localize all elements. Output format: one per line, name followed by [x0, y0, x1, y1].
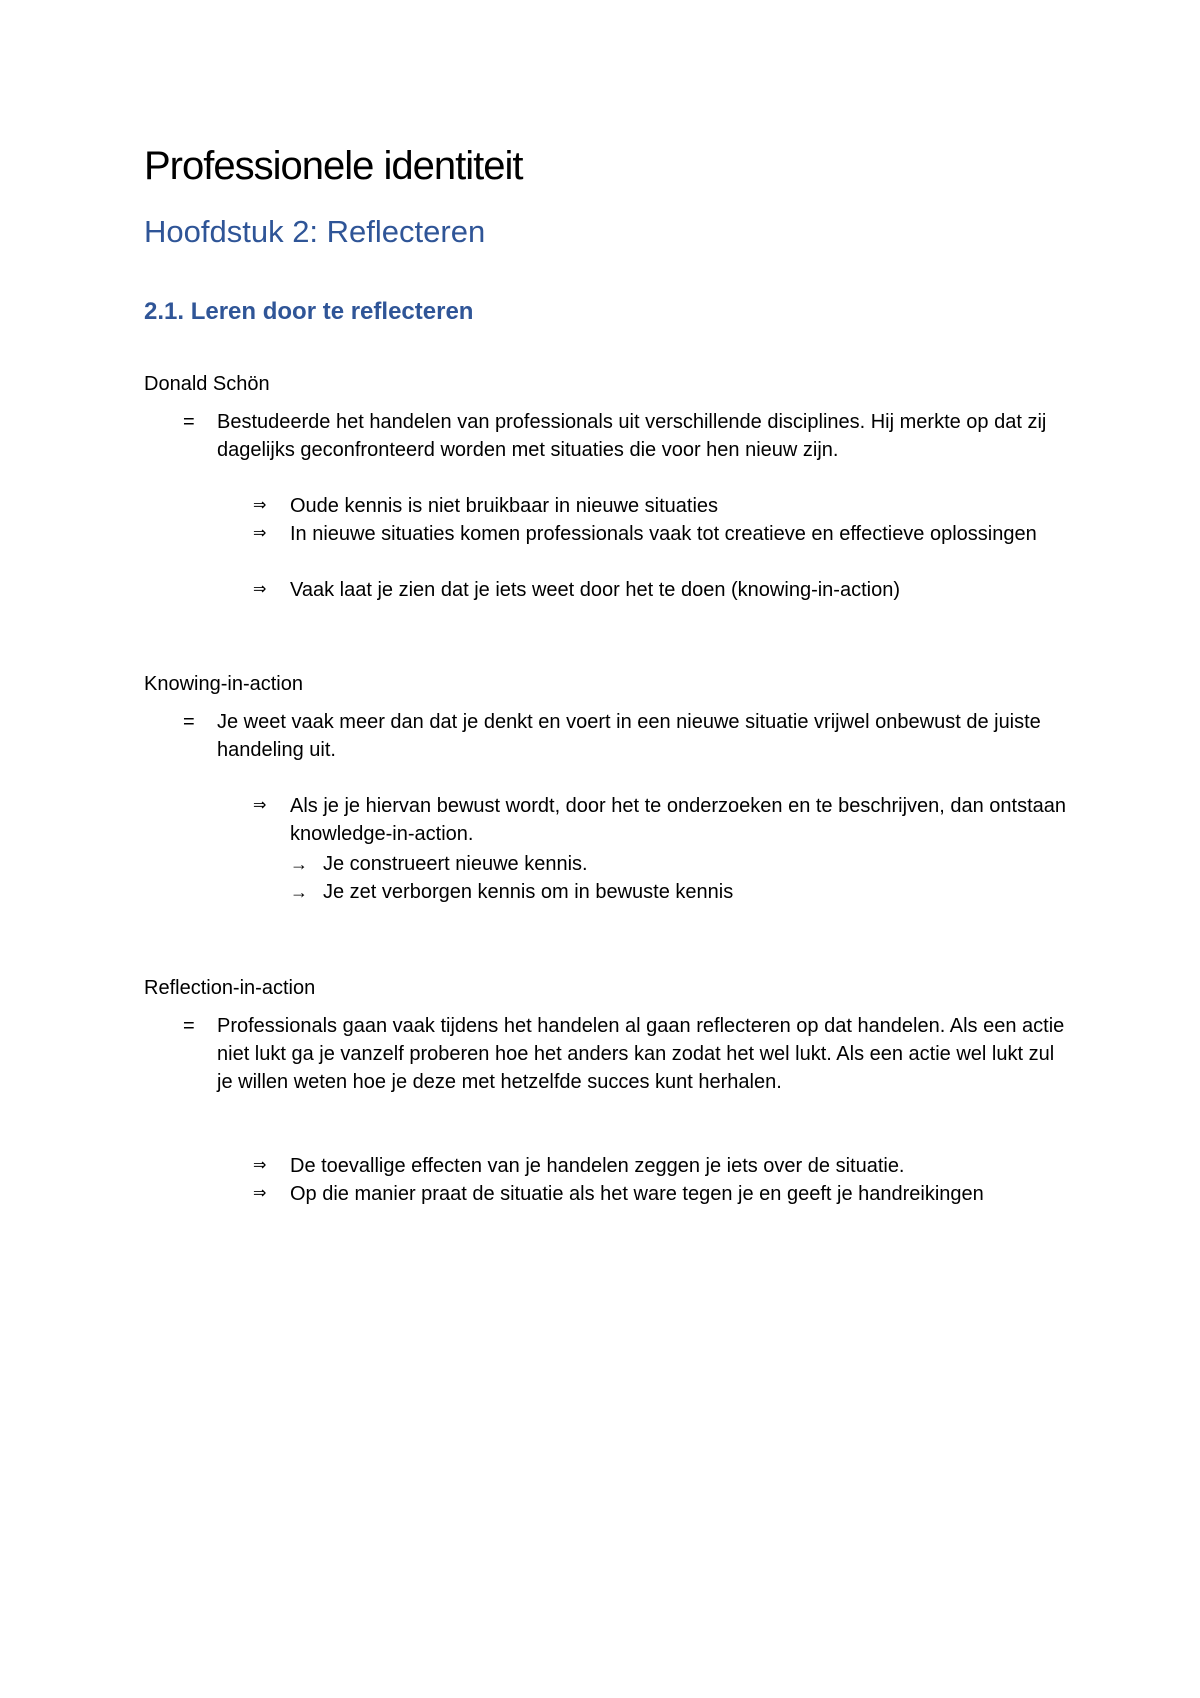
equals-symbol: =: [183, 411, 195, 433]
equals-symbol: =: [183, 711, 195, 733]
bullet-text: In nieuwe situaties komen professionals vaak tot creatieve en effectieve oplossingen: [290, 523, 1037, 545]
right-arrow-icon: →: [290, 882, 308, 902]
implies-arrow-icon: ⇒: [253, 581, 267, 598]
section-heading: 2.1. Leren door te reflecteren: [144, 298, 474, 325]
definition-text: Professionals gaan vaak tijdens het handelen al gaan reflecteren op dat handelen. Als een actie niet lukt ga je vanzelf proberen hoe het anders kan zodat het wel lukt. Als een actie wel lukt zul je willen weten hoe je deze met hetzelfde succes kunt herhalen.: [217, 1015, 1065, 1093]
implies-arrow-icon: ⇒: [253, 1157, 267, 1174]
sub-bullet-text: Je construeert nieuwe kennis.: [323, 853, 588, 875]
term-heading: Reflection-in-action: [144, 977, 316, 999]
right-arrow-icon: →: [290, 854, 308, 874]
bullet-text: Als je je hiervan bewust wordt, door het te onderzoeken en te beschrijven, dan ontstaan knowledge-in-action.: [290, 795, 1067, 845]
implies-arrow-icon: ⇒: [253, 497, 267, 514]
bullet-text: De toevallige effecten van je handelen zeggen je iets over de situatie.: [290, 1155, 905, 1177]
bullet-text: Vaak laat je zien dat je iets weet door het te doen (knowing-in-action): [290, 579, 900, 601]
implies-arrow-icon: ⇒: [253, 797, 267, 814]
bullet-text: Op die manier praat de situatie als het ware tegen je en geeft je handreikingen: [290, 1183, 984, 1205]
definition-text: Bestudeerde het handelen van professionals uit verschillende disciplines. Hij merkte op dat zij dagelijks geconfronteerd worden met situaties die voor hen nieuw zijn.: [217, 411, 1047, 461]
document-title: Professionele identiteit: [144, 144, 523, 188]
sub-bullet-text: Je zet verborgen kennis om in bewuste kennis: [323, 881, 734, 903]
term-heading: Donald Schön: [144, 373, 270, 395]
term-heading: Knowing-in-action: [144, 673, 303, 695]
implies-arrow-icon: ⇒: [253, 1185, 267, 1202]
chapter-heading: Hoofdstuk 2: Reflecteren: [144, 214, 486, 249]
equals-symbol: =: [183, 1015, 195, 1037]
implies-arrow-icon: ⇒: [253, 525, 267, 542]
definition-text: Je weet vaak meer dan dat je denkt en voert in een nieuwe situatie vrijwel onbewust de juiste handeling uit.: [217, 711, 1041, 761]
bullet-text: Oude kennis is niet bruikbaar in nieuwe situaties: [290, 495, 719, 517]
